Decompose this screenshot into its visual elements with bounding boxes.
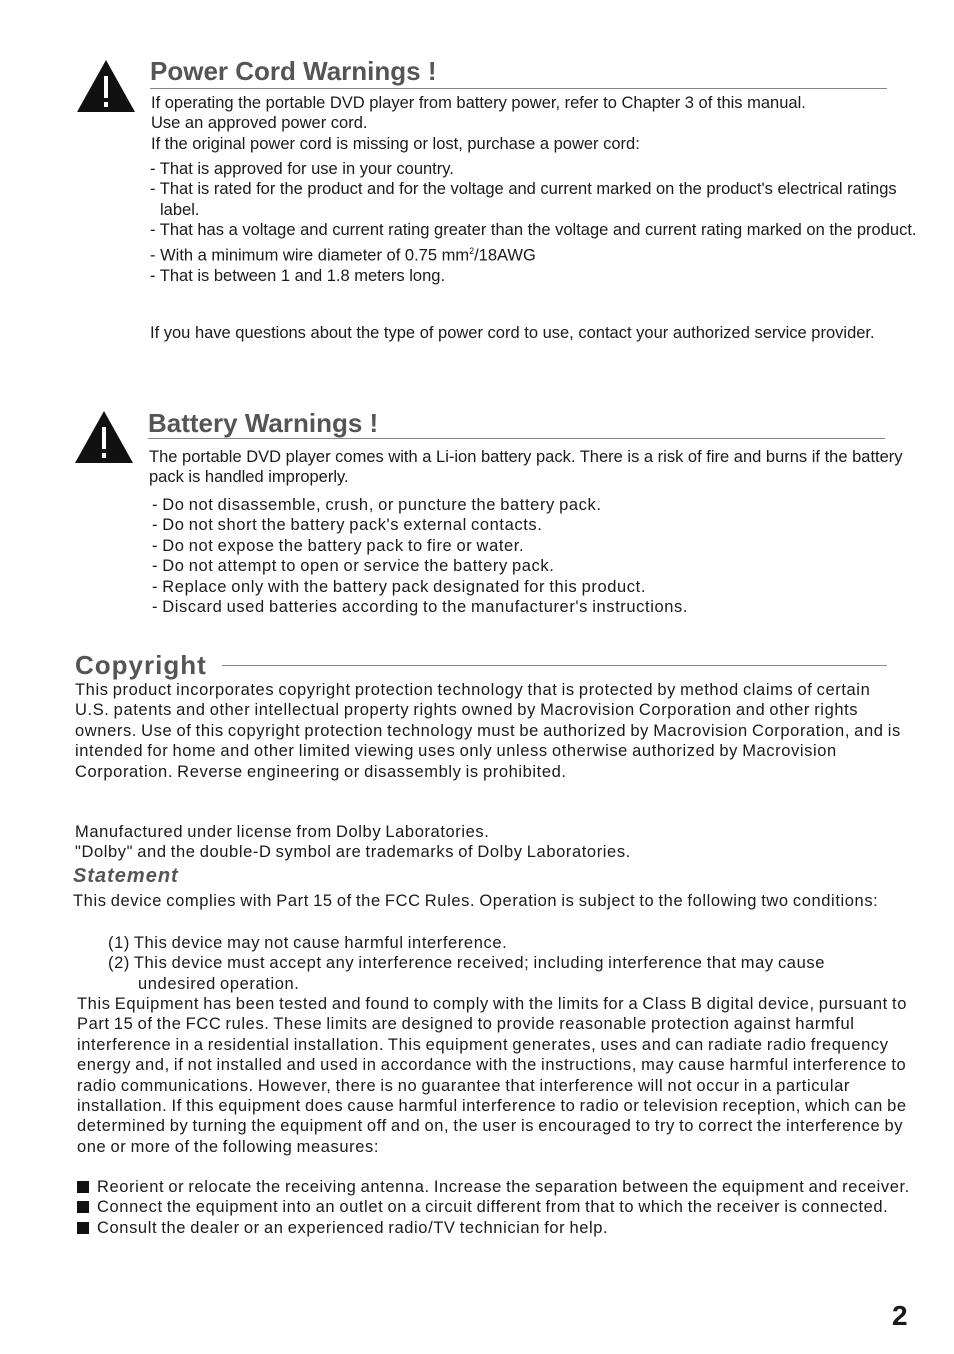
square-bullet-icon bbox=[77, 1181, 89, 1193]
dolby-notice bbox=[75, 822, 631, 863]
statement-title: Statement bbox=[73, 865, 179, 887]
copyright-title-rule bbox=[222, 665, 887, 666]
list-item bbox=[77, 1177, 917, 1197]
list-item: - That is rated for the product and for the voltage and current marked on the product's electrical ratings label. bbox=[150, 180, 897, 219]
list-item: - Discard used batteries according to the manufacturer's instructions. bbox=[152, 598, 689, 617]
fcc-conditions bbox=[108, 933, 878, 994]
power-intro-line: If the original power cord is missing or lost, purchase a power cord: bbox=[151, 134, 640, 153]
battery-title-rule bbox=[148, 438, 885, 439]
superscript: 2 bbox=[469, 245, 475, 256]
power-closing: If you have questions about the type of power cord to use, contact your authorized service provider. bbox=[150, 324, 875, 342]
copyright-text: This product incorporates copyright protection technology that is protected by method claims of certain U.S. patents and other intellectual property rights owned by Macrovision Corporation and other rights owners. Use of this copyright protection technology must be authorized by Macrovision Corporation, and is intended for home and other limited viewing uses only unless otherwise authorized by Macrovision Corporation. Reverse engineering or disassembly is prohibited. bbox=[75, 681, 901, 781]
battery-title: Battery Warnings ! bbox=[148, 408, 379, 438]
measure-text: Reorient or relocate the receiving antenna. Increase the separation between the equipment and receiver. bbox=[97, 1178, 910, 1196]
condition-item: (2) This device must accept any interference received; including interference that may cause undesired operation. bbox=[108, 954, 825, 993]
dolby-line: "Dolby" and the double-D symbol are trademarks of Dolby Laboratories. bbox=[75, 843, 631, 862]
list-item: - Do not short the battery pack's external contacts. bbox=[152, 516, 543, 535]
square-bullet-icon bbox=[77, 1222, 89, 1234]
power-cord-title: Power Cord Warnings ! bbox=[150, 56, 437, 86]
list-item: - Do not expose the battery pack to fire or water. bbox=[152, 536, 525, 555]
power-title-rule bbox=[150, 88, 887, 89]
list-item: - Do not attempt to open or service the battery pack. bbox=[152, 557, 555, 576]
measure-text: Consult the dealer or an experienced radio/TV technician for help. bbox=[97, 1218, 609, 1237]
power-intro-line: Use an approved power cord. bbox=[151, 114, 368, 133]
list-item bbox=[77, 1218, 917, 1238]
fcc-intro: This device complies with Part 15 of the FCC Rules. Operation is subject to the following two conditions: bbox=[73, 892, 879, 910]
battery-warnings-list bbox=[152, 495, 912, 617]
list-item: - That is between 1 and 1.8 meters long. bbox=[150, 266, 446, 285]
fcc-measures-list bbox=[77, 1177, 917, 1238]
measure-text: Connect the equipment into an outlet on a circuit different from that to which the receiver is connected. bbox=[97, 1198, 889, 1217]
list-item bbox=[77, 1197, 917, 1217]
wire-gauge-text: /18AWG bbox=[474, 246, 536, 265]
list-item: - Do not disassemble, crush, or puncture the battery pack. bbox=[152, 496, 602, 514]
wire-diameter-text: - With a minimum wire diameter of 0.75 mm bbox=[150, 246, 470, 265]
warning-triangle-icon bbox=[73, 409, 135, 465]
page-number: 2 bbox=[892, 1300, 908, 1331]
list-item: - That has a voltage and current rating greater than the voltage and current rating marked on the product. bbox=[150, 221, 917, 240]
battery-intro: The portable DVD player comes with a Li-ion battery pack. There is a risk of fire and burns if the battery pack is handled improperly. bbox=[149, 448, 903, 487]
warning-triangle-icon bbox=[75, 58, 137, 114]
power-intro bbox=[151, 93, 806, 154]
list-item: - Replace only with the battery pack designated for this product. bbox=[152, 577, 647, 596]
power-intro-line: If operating the portable DVD player from battery power, refer to Chapter 3 of this manual. bbox=[151, 94, 806, 112]
condition-item: (1) This device may not cause harmful interference. bbox=[108, 934, 508, 952]
fcc-body: This Equipment has been tested and found to comply with the limits for a Class B digital device, pursuant to Part 15 of the FCC rules. These limits are designed to provide reasonable protection against harmful interference in a residential installation. This equipment generates, uses and can radiate radio frequency energy and, if not installed and used in accordance with the instructions, may cause harmful interference to radio communications. However, there is no guarantee that interference will not occur in a particular installation. If this equipment does cause harmful interference to radio or television reception, which can be determined by turning the equipment off and on, the user is encouraged to try to correct the interference by one or more of the following measures: bbox=[77, 995, 907, 1156]
copyright-title: Copyright bbox=[75, 650, 207, 680]
square-bullet-icon bbox=[77, 1201, 89, 1213]
list-item: - That is approved for use in your country. bbox=[150, 160, 454, 178]
dolby-line: Manufactured under license from Dolby Laboratories. bbox=[75, 823, 490, 841]
power-requirements-list bbox=[150, 159, 925, 286]
list-item bbox=[150, 241, 925, 266]
